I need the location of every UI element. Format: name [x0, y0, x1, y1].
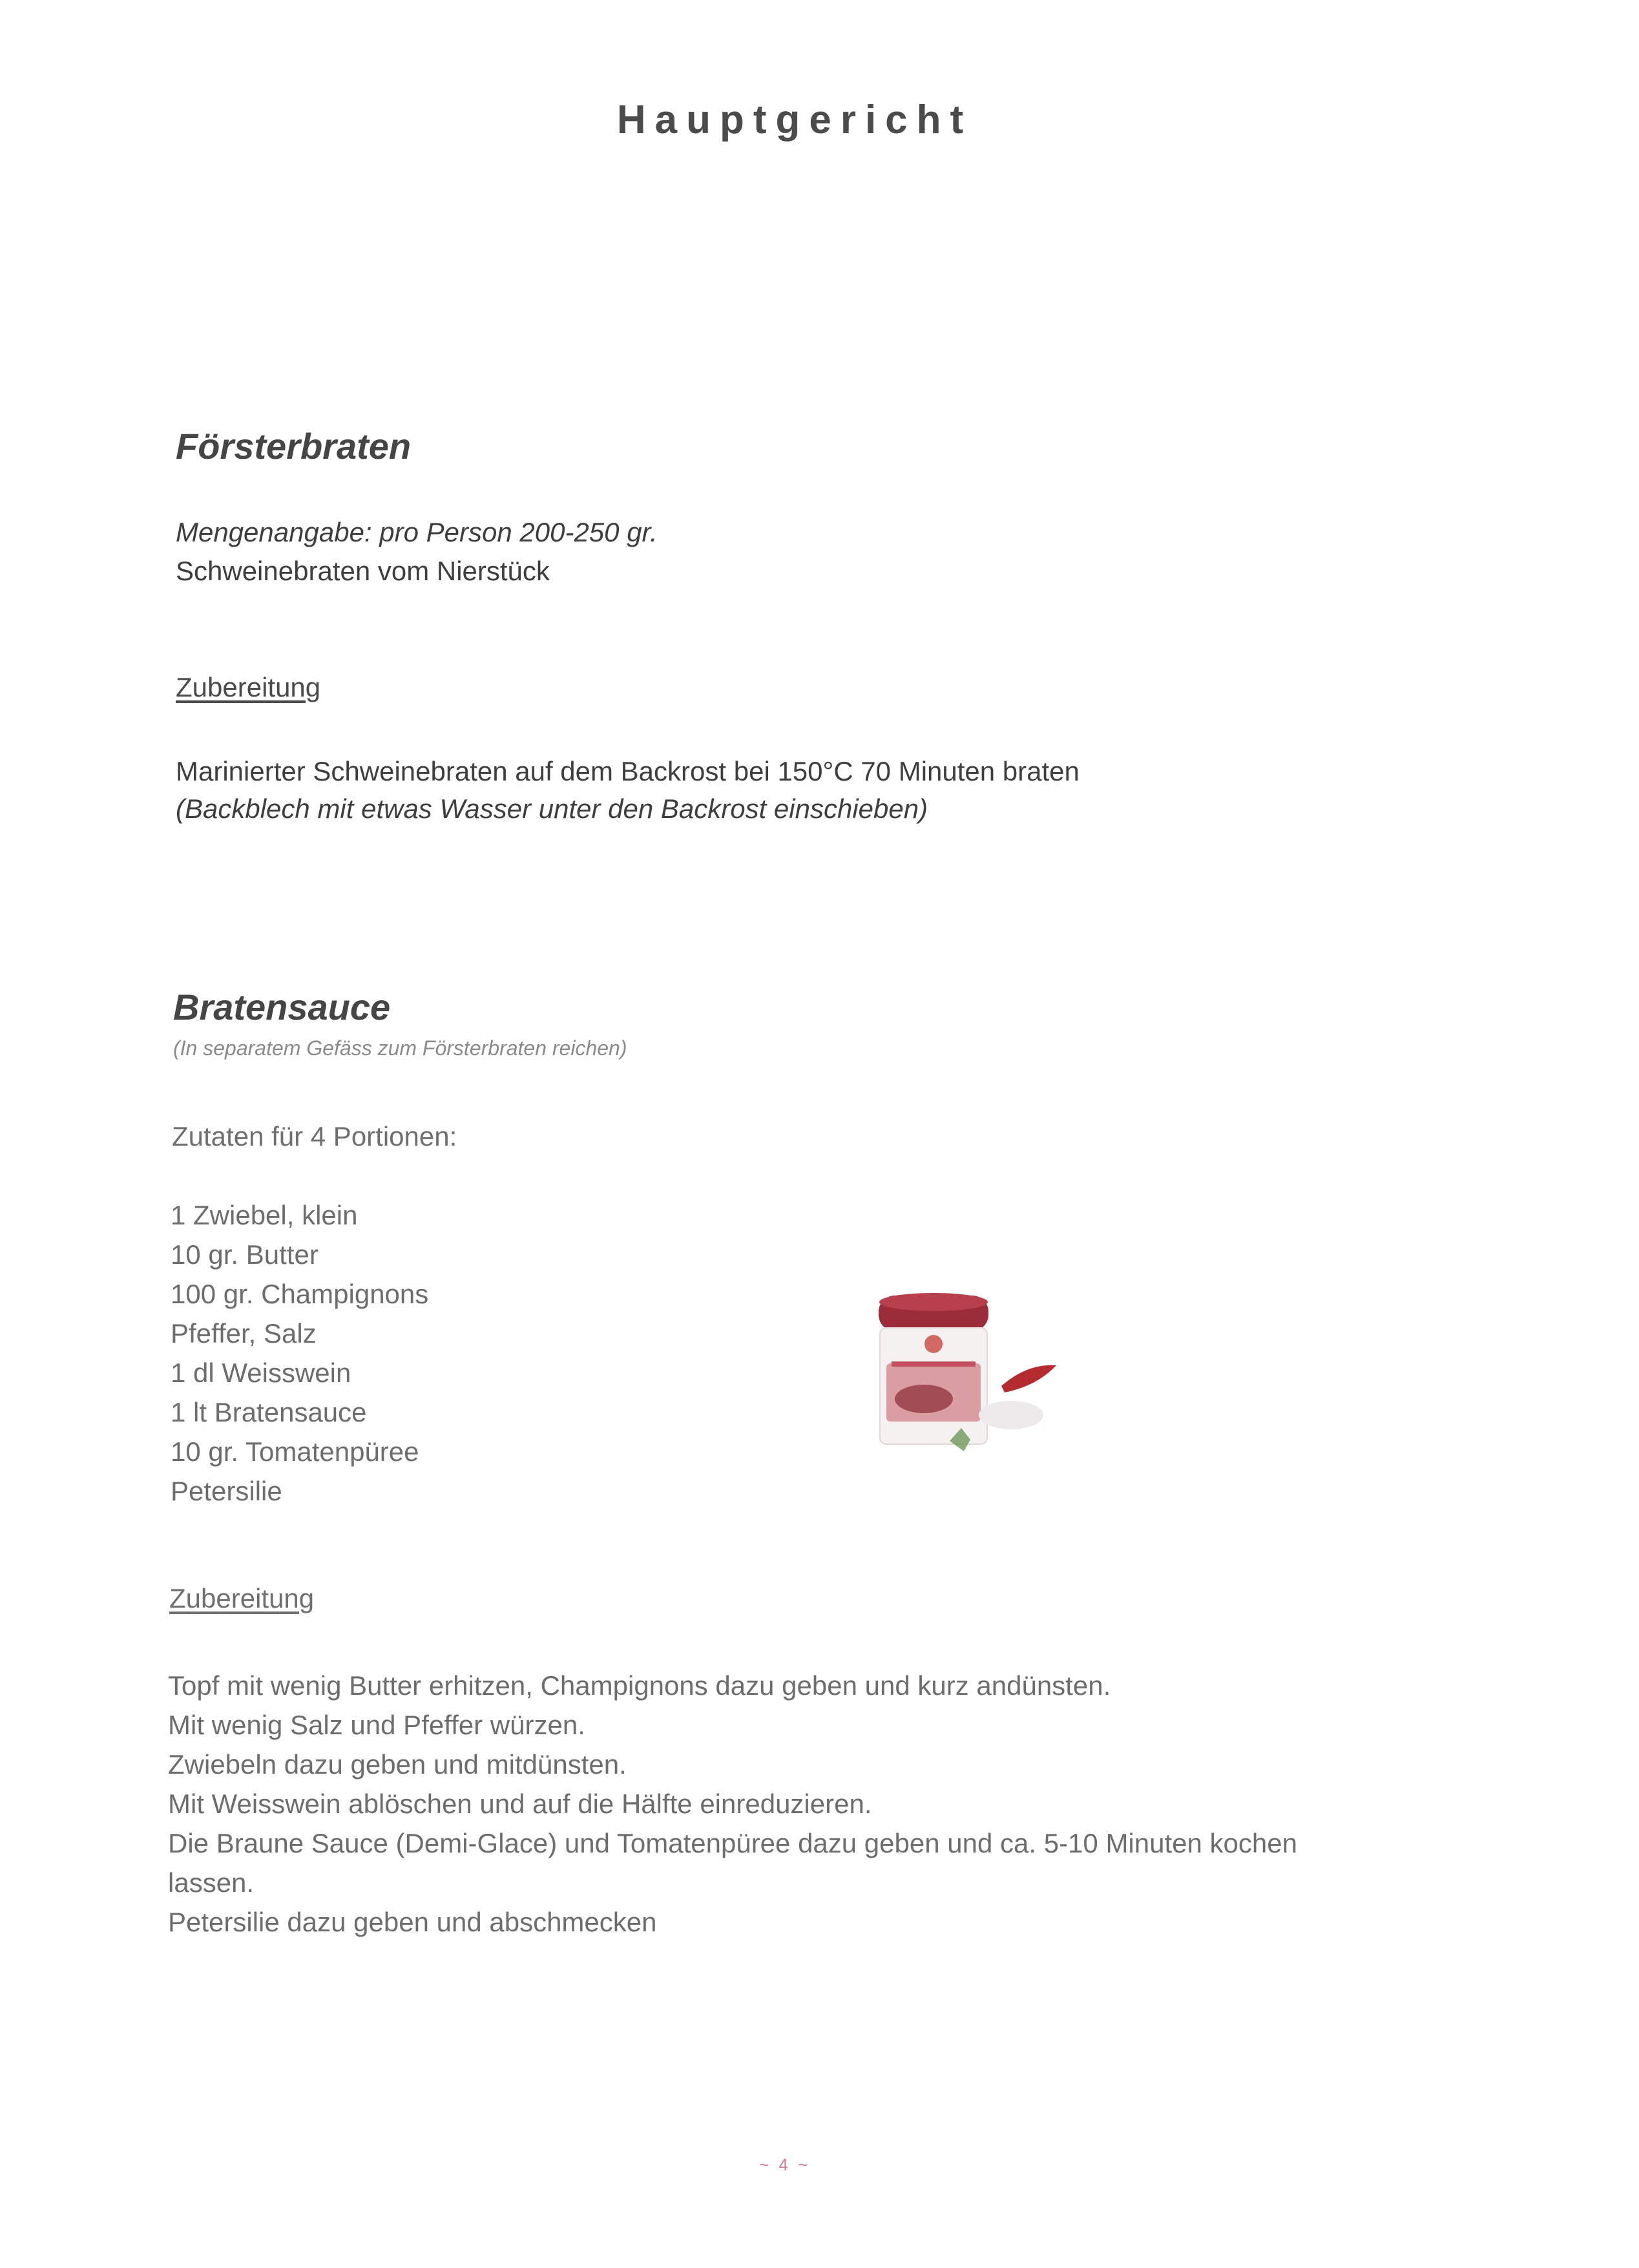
page-title: Hauptgericht [616, 98, 973, 142]
page-number: ~ 4 ~ [759, 2155, 811, 2174]
step-line: Topf mit wenig Butter erhitzen, Champignons dazu geben und kurz andünsten. [168, 1670, 1111, 1701]
quantity-text: Mengenangabe: pro Person 200-250 gr. [176, 517, 658, 547]
step-line: Mit Weisswein ablöschen und auf die Hälfte einreduzieren. [168, 1789, 872, 1819]
step-line: Petersilie dazu geben und abschmecken [168, 1907, 657, 1937]
ingredient-list [171, 1195, 428, 1511]
list-item: 1 Zwiebel, klein [171, 1200, 358, 1230]
list-item: 10 gr. Butter [171, 1239, 318, 1270]
cut-text: Schweinebraten vom Nierstück [176, 556, 550, 586]
servings-text: Zutaten für 4 Portionen: [172, 1121, 457, 1151]
step-line: (Backblech mit etwas Wasser unter den Backrost einschieben) [176, 793, 928, 824]
step-line: lassen. [168, 1867, 255, 1898]
prep-heading-2: Zubereitung [169, 1583, 315, 1613]
bratensauce-jar-icon [872, 1289, 1060, 1470]
recipe-heading-bratensauce: Bratensauce [173, 987, 391, 1027]
list-item: Petersilie [171, 1476, 282, 1506]
step-line: Zwiebeln dazu geben und mitdünsten. [168, 1749, 627, 1780]
prep-steps [168, 1666, 1297, 1942]
list-item: 100 gr. Champignons [171, 1279, 429, 1309]
serving-note: (In separatem Gefäss zum Försterbraten reichen) [173, 1036, 627, 1060]
prep-heading-1: Zubereitung [176, 672, 321, 702]
list-item: Pfeffer, Salz [171, 1318, 317, 1349]
list-item: 1 dl Weisswein [171, 1358, 351, 1388]
recipe-heading-foersterbraten: Försterbraten [176, 426, 412, 467]
step-line: Die Braune Sauce (Demi-Glace) und Tomatenpüree dazu geben und ca. 5-10 Minuten kochen [168, 1828, 1297, 1858]
step-line: Mit wenig Salz und Pfeffer würzen. [168, 1710, 585, 1740]
list-item: 10 gr. Tomatenpüree [171, 1436, 419, 1467]
list-item: 1 lt Bratensauce [171, 1397, 367, 1427]
step-line: Marinierter Schweinebraten auf dem Backrost bei 150°C 70 Minuten braten [176, 756, 1080, 786]
